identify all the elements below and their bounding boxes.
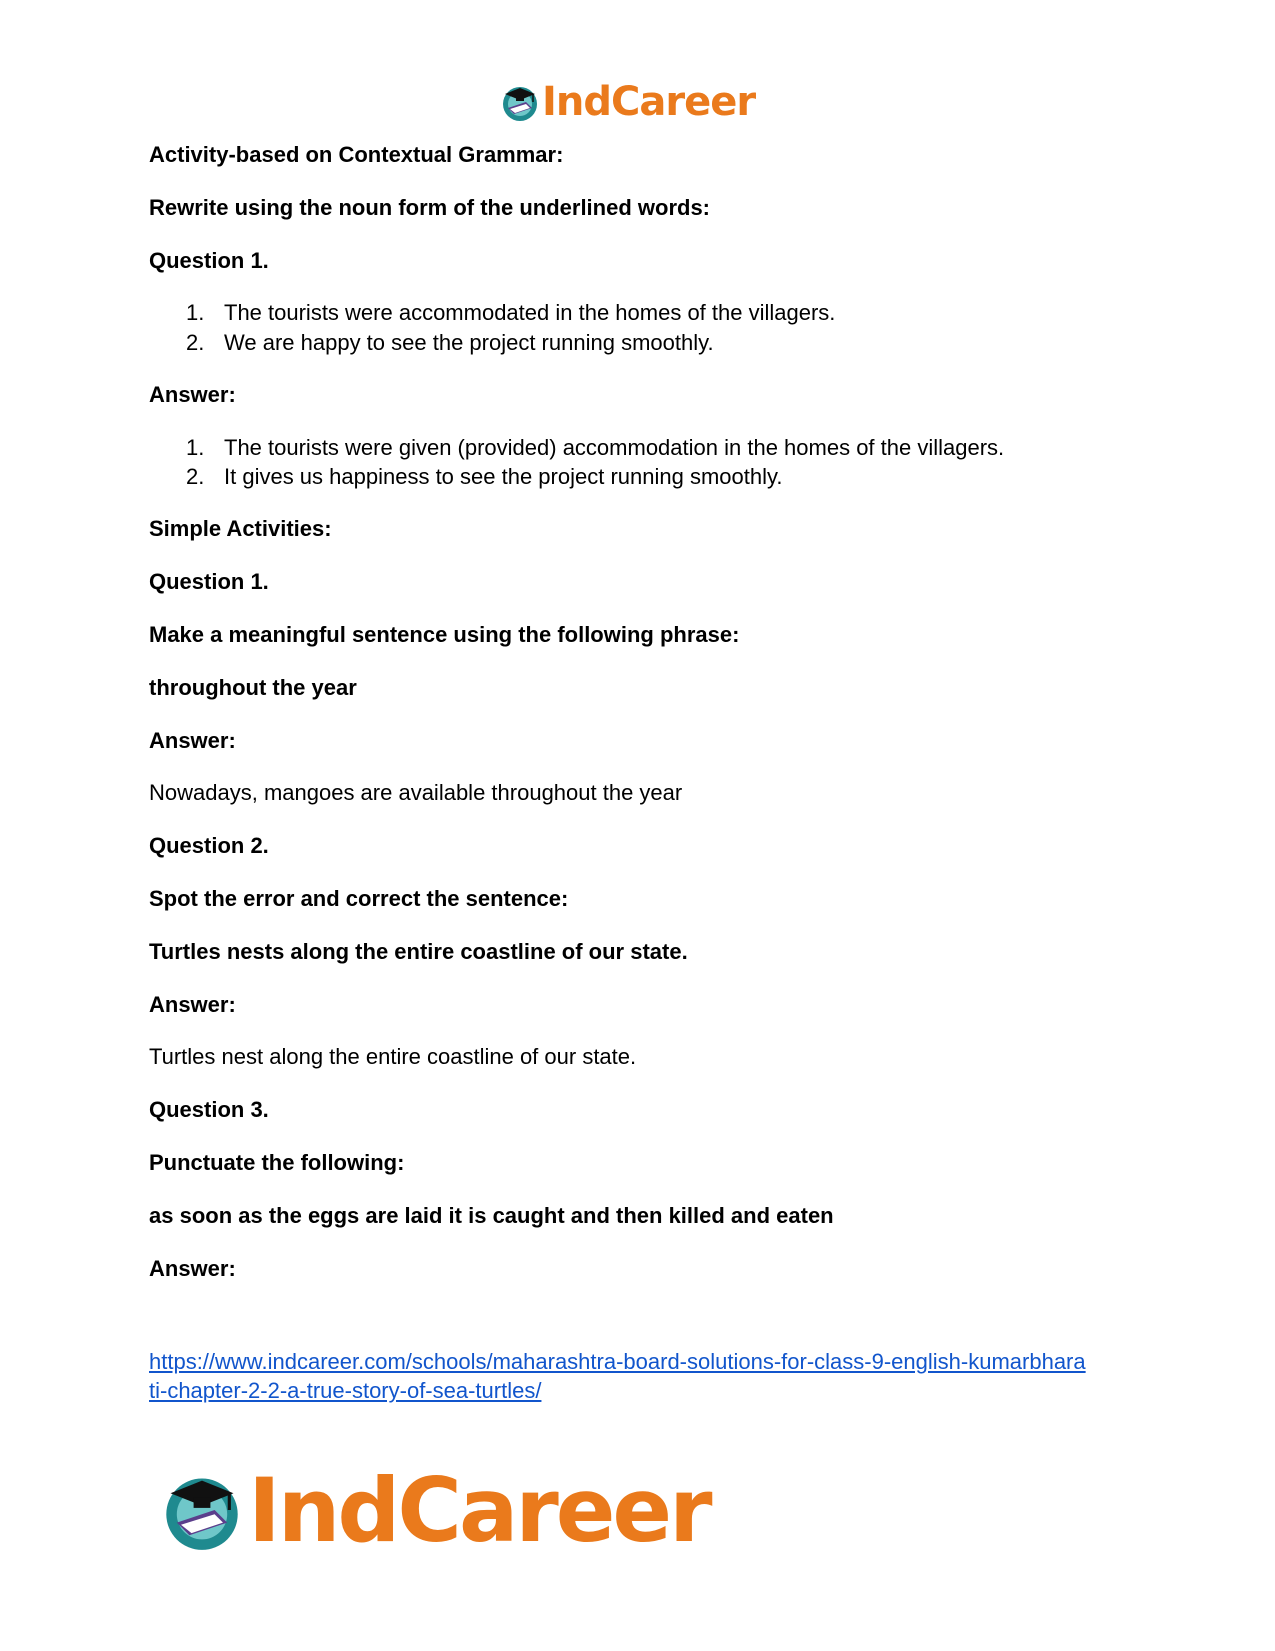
logo-wordmark: IndCareer [248, 1458, 710, 1562]
answer-text: Nowadays, mangoes are available throughout the year [149, 780, 683, 805]
graduation-book-icon [160, 1468, 244, 1552]
graduation-book-icon [500, 82, 540, 122]
list-item: 1. The tourists were accommodated in the homes of the villagers. [186, 300, 836, 325]
answer-label: Answer: [149, 382, 236, 407]
indcareer-logo-top [500, 80, 755, 124]
indcareer-logo-bottom [160, 1458, 710, 1562]
list-item: 2. It gives us happiness to see the project running smoothly. [186, 464, 783, 489]
prompt: as soon as the eggs are laid it is caught and then killed and eaten [149, 1203, 834, 1228]
instruction: Make a meaningful sentence using the following phrase: [149, 622, 740, 647]
question-label: Question 1. [149, 248, 269, 273]
section-heading: Activity-based on Contextual Grammar: [149, 142, 564, 167]
question-label: Question 3. [149, 1097, 269, 1122]
source-link-line1[interactable]: https://www.indcareer.com/schools/maharashtra-board-solutions-for-class-9-english-kumarbhara [149, 1349, 1086, 1374]
instruction: Rewrite using the noun form of the underlined words: [149, 195, 710, 220]
source-link-line2[interactable]: ti-chapter-2-2-a-true-story-of-sea-turtles/ [149, 1378, 542, 1403]
list-item: 1. The tourists were given (provided) accommodation in the homes of the villagers. [186, 435, 1005, 460]
logo-wordmark: IndCareer [542, 79, 756, 125]
list-item: 2. We are happy to see the project running smoothly. [186, 330, 714, 355]
question-label: Question 2. [149, 833, 269, 858]
prompt: throughout the year [149, 675, 357, 700]
answer-label: Answer: [149, 992, 236, 1017]
answer-text: Turtles nest along the entire coastline of our state. [149, 1044, 637, 1069]
question-label: Question 1. [149, 569, 269, 594]
instruction: Punctuate the following: [149, 1150, 405, 1175]
answer-label: Answer: [149, 728, 236, 753]
prompt: Turtles nests along the entire coastline of our state. [149, 939, 688, 964]
answer-label: Answer: [149, 1256, 236, 1281]
section-heading: Simple Activities: [149, 516, 332, 541]
instruction: Spot the error and correct the sentence: [149, 886, 569, 911]
